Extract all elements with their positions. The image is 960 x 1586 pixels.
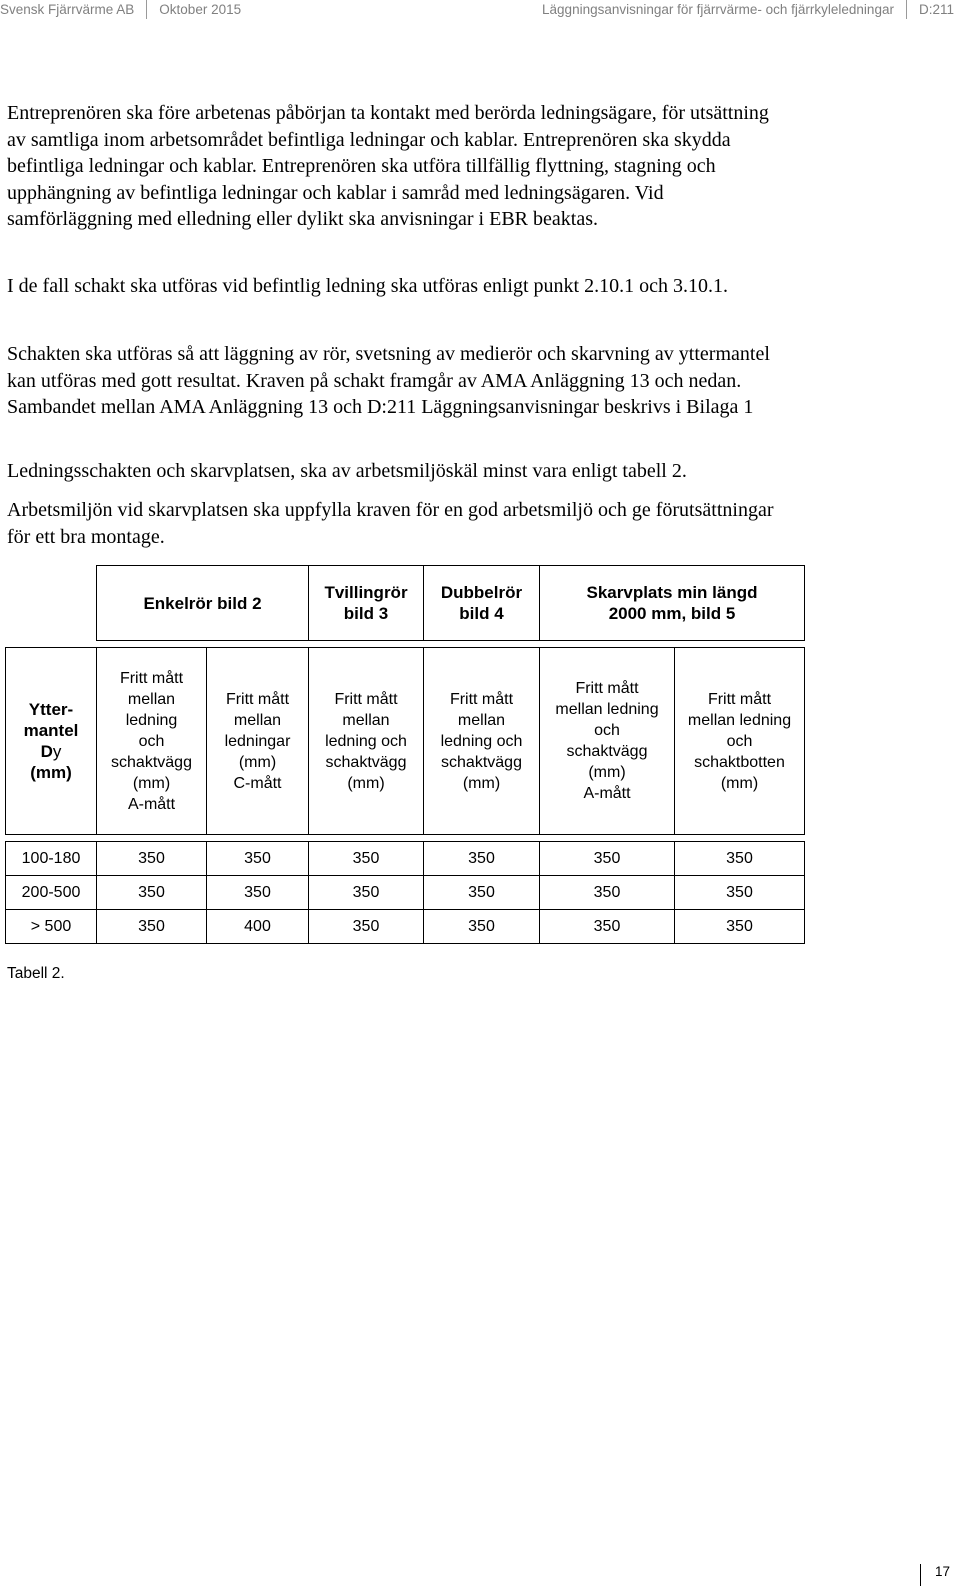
header-tvillingror: Tvillingrör bild 3 xyxy=(309,566,424,641)
table-subheader-row xyxy=(6,648,805,835)
table-group-header-row xyxy=(6,566,805,641)
row-label: 200-500 xyxy=(6,876,97,910)
subheader-cell: Fritt mått mellan ledning och schaktvägg (mm) A-mått xyxy=(540,648,675,835)
header-doc-id: D:211 xyxy=(918,1,954,17)
paragraph-2: I de fall schakt ska utföras vid befintlig ledning ska utföras enligt punkt 2.10.1 och 3.10.1. xyxy=(7,275,728,297)
row-header-yttermantel: Ytter- mantel Dy (mm) xyxy=(6,648,97,835)
header-title: Läggningsanvisningar för fjärrvärme- och fjärrkyleledningar xyxy=(542,1,894,17)
table-cell: 400 xyxy=(207,910,309,944)
table-cell: 350 xyxy=(540,910,675,944)
table-cell: 350 xyxy=(309,876,424,910)
table-cell: 350 xyxy=(309,842,424,876)
header-skarvplats: Skarvplats min längd 2000 mm, bild 5 xyxy=(540,566,805,641)
table-cell: 350 xyxy=(675,842,805,876)
table-cell: 350 xyxy=(540,842,675,876)
subheader-cell: Fritt mått mellan ledning och schaktvägg (mm) xyxy=(309,648,424,835)
table-2 xyxy=(5,565,805,944)
header-divider xyxy=(906,0,907,19)
paragraph-4: Ledningsschakten och skarvplatsen, ska av arbetsmiljöskäl minst vara enligt tabell 2. xyxy=(7,460,687,482)
header-date: Oktober 2015 xyxy=(159,1,242,17)
table-cell: 350 xyxy=(675,910,805,944)
header-dubbelror: Dubbelrör bild 4 xyxy=(424,566,540,641)
header-right xyxy=(542,0,954,18)
subheader-cell: Fritt mått mellan ledningar (mm) C-mått xyxy=(207,648,309,835)
table-cell: 350 xyxy=(424,876,540,910)
subheader-cell: Fritt mått mellan ledning och schaktbotten (mm) xyxy=(675,648,805,835)
page-number: 17 xyxy=(920,1564,950,1586)
subheader-cell: Fritt mått mellan ledning och schaktvägg (mm) A-mått xyxy=(97,648,207,835)
table-cell: 350 xyxy=(309,910,424,944)
header-enkelror: Enkelrör bild 2 xyxy=(97,566,309,641)
table-cell: 350 xyxy=(207,876,309,910)
table-cell: 350 xyxy=(424,842,540,876)
table-cell: 350 xyxy=(97,910,207,944)
table-gap-row xyxy=(6,835,805,842)
table-caption: Tabell 2. xyxy=(7,965,65,982)
paragraph-5: Arbetsmiljön vid skarvplatsen ska uppfylla kraven för en god arbetsmiljö och ge förutsättningar för ett bra montage. xyxy=(7,499,774,548)
header-org: Svensk Fjärrvärme AB xyxy=(0,1,135,17)
table-cell: 350 xyxy=(97,876,207,910)
table-corner xyxy=(6,566,97,641)
table-cell: 350 xyxy=(207,842,309,876)
subheader-cell: Fritt mått mellan ledning och schaktvägg (mm) xyxy=(424,648,540,835)
table-cell: 350 xyxy=(424,910,540,944)
table-cell: 350 xyxy=(540,876,675,910)
row-label: 100-180 xyxy=(6,842,97,876)
table-gap-row xyxy=(6,641,805,648)
row-label: > 500 xyxy=(6,910,97,944)
table-cell: 350 xyxy=(675,876,805,910)
table-row xyxy=(6,910,805,944)
header-left xyxy=(0,0,241,18)
paragraph-3: Schakten ska utföras så att läggning av rör, svetsning av medierör och skarvning av yttermantel kan utföras med gott resultat. Kraven på schakt framgår av AMA Anläggning 13 och nedan. Sambandet mellan AMA Anläggning 13 och D:211 Läggningsanvisningar beskrivs i Bilaga 1 xyxy=(7,343,770,418)
header-divider xyxy=(146,0,147,19)
table-row xyxy=(6,842,805,876)
table-cell: 350 xyxy=(97,842,207,876)
paragraph-1: Entreprenören ska före arbetenas påbörjan ta kontakt med berörda ledningsägare, för utsättning av samtliga inom arbetsområdet befintliga ledningar och kablar. Entreprenören ska skydda befintliga ledningar och kablar. Entreprenören ska utföra tillfällig flyttning, stagning och upphängning av befintliga ledningar och kablar i samråd med ledningsägaren. Vid samförläggning med elledning eller dylikt ska anvisningar i EBR beaktas. xyxy=(7,102,769,230)
page-header xyxy=(0,0,960,26)
table-row xyxy=(6,876,805,910)
